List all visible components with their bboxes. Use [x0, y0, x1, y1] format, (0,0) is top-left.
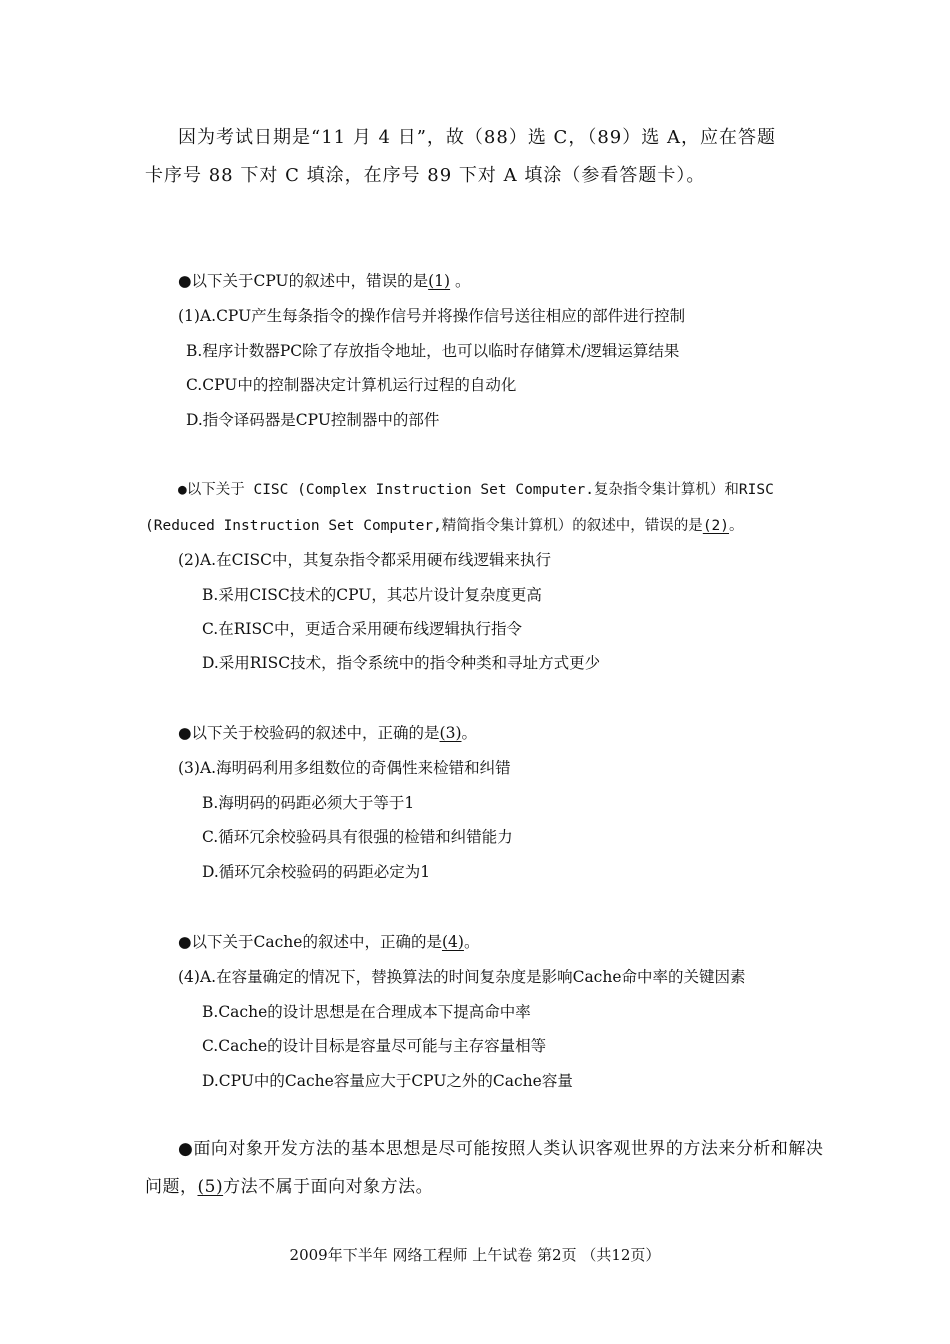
question-1-option-c: C.CPU中的控制器决定计算机运行过程的自动化 [186, 376, 517, 394]
question-3-option-c: C.循环冗余校验码具有很强的检错和纠错能力 [202, 828, 513, 846]
answer-blank: (1) [428, 272, 451, 290]
question-stem-tail: 。 [450, 272, 471, 290]
question-stem-tail: 。 [463, 933, 480, 951]
intro-line-1: 因为考试日期是“11 月 4 日”，故（88）选 C，（89）选 A，应在答题 [178, 127, 776, 148]
question-stem-tail: 。 [729, 518, 744, 534]
question-2-stem-line-2 [145, 515, 744, 537]
question-stem-text: 问题， [145, 1177, 198, 1197]
question-stem-text: ●以下关于Cache的叙述中，正确的是 [178, 933, 442, 951]
question-3-option-a: (3)A.海明码利用多组数位的奇偶性来检错和纠错 [178, 759, 511, 777]
answer-blank: (3) [439, 724, 462, 742]
question-stem-tail: 方法不属于面向对象方法。 [223, 1177, 434, 1197]
question-5-stem-line-1: ●面向对象开发方法的基本思想是尽可能按照人类认识客观世界的方法来分析和解决 [178, 1139, 824, 1159]
question-1-stem [178, 270, 471, 292]
question-stem-text: (Reduced Instruction Set Computer,精简指令集计算机）的叙述中，错误的是 [145, 518, 703, 534]
question-2-option-a: (2)A.在CISC中，其复杂指令都采用硬布线逻辑来执行 [178, 551, 552, 569]
answer-blank: (2) [702, 518, 730, 534]
question-2-option-b: B.采用CISC技术的CPU，其芯片设计复杂度更高 [202, 586, 542, 604]
question-4-option-a: (4)A.在容量确定的情况下，替换算法的时间复杂度是影响Cache命中率的关键因素 [178, 968, 746, 986]
question-4-stem [178, 931, 479, 953]
question-3-stem [178, 722, 477, 744]
question-stem-text: ●以下关于CPU的叙述中，错误的是 [178, 272, 429, 290]
question-4-option-d: D.CPU中的Cache容量应大于CPU之外的Cache容量 [202, 1072, 573, 1090]
question-2-stem-line-1: ●以下关于 CISC (Complex Instruction Set Computer.复杂指令集计算机）和RISC [178, 482, 774, 498]
question-1-option-b: B.程序计数器PC除了存放指令地址，也可以临时存储算术/逻辑运算结果 [186, 342, 680, 360]
question-stem-text: ●以下关于校验码的叙述中，正确的是 [178, 724, 440, 742]
question-2-option-c: C.在RISC中，更适合采用硬布线逻辑执行指令 [202, 620, 523, 638]
question-4-option-b: B.Cache的设计思想是在合理成本下提高命中率 [202, 1003, 531, 1021]
answer-blank: (4) [441, 933, 464, 951]
question-4-option-c: C.Cache的设计目标是容量尽可能与主存容量相等 [202, 1037, 547, 1055]
question-3-option-d: D.循环冗余校验码的码距必定为1 [202, 863, 431, 881]
question-5-stem-line-2 [145, 1176, 433, 1198]
question-3-option-b: B.海明码的码距必须大于等于1 [202, 794, 415, 812]
question-stem-tail: 。 [461, 724, 478, 742]
page-footer: 2009年下半年 网络工程师 上午试卷 第2页 （共12页） [289, 1246, 661, 1264]
question-2-option-d: D.采用RISC技术，指令系统中的指令种类和寻址方式更少 [202, 654, 601, 672]
question-1-option-a: (1)A.CPU产生每条指令的操作信号并将操作信号送往相应的部件进行控制 [178, 307, 686, 325]
question-1-option-d: D.指令译码器是CPU控制器中的部件 [186, 411, 440, 429]
answer-blank: (5) [197, 1177, 224, 1197]
intro-line-2: 卡序号 88 下对 C 填涂，在序号 89 下对 A 填涂（参看答题卡）。 [145, 165, 706, 186]
